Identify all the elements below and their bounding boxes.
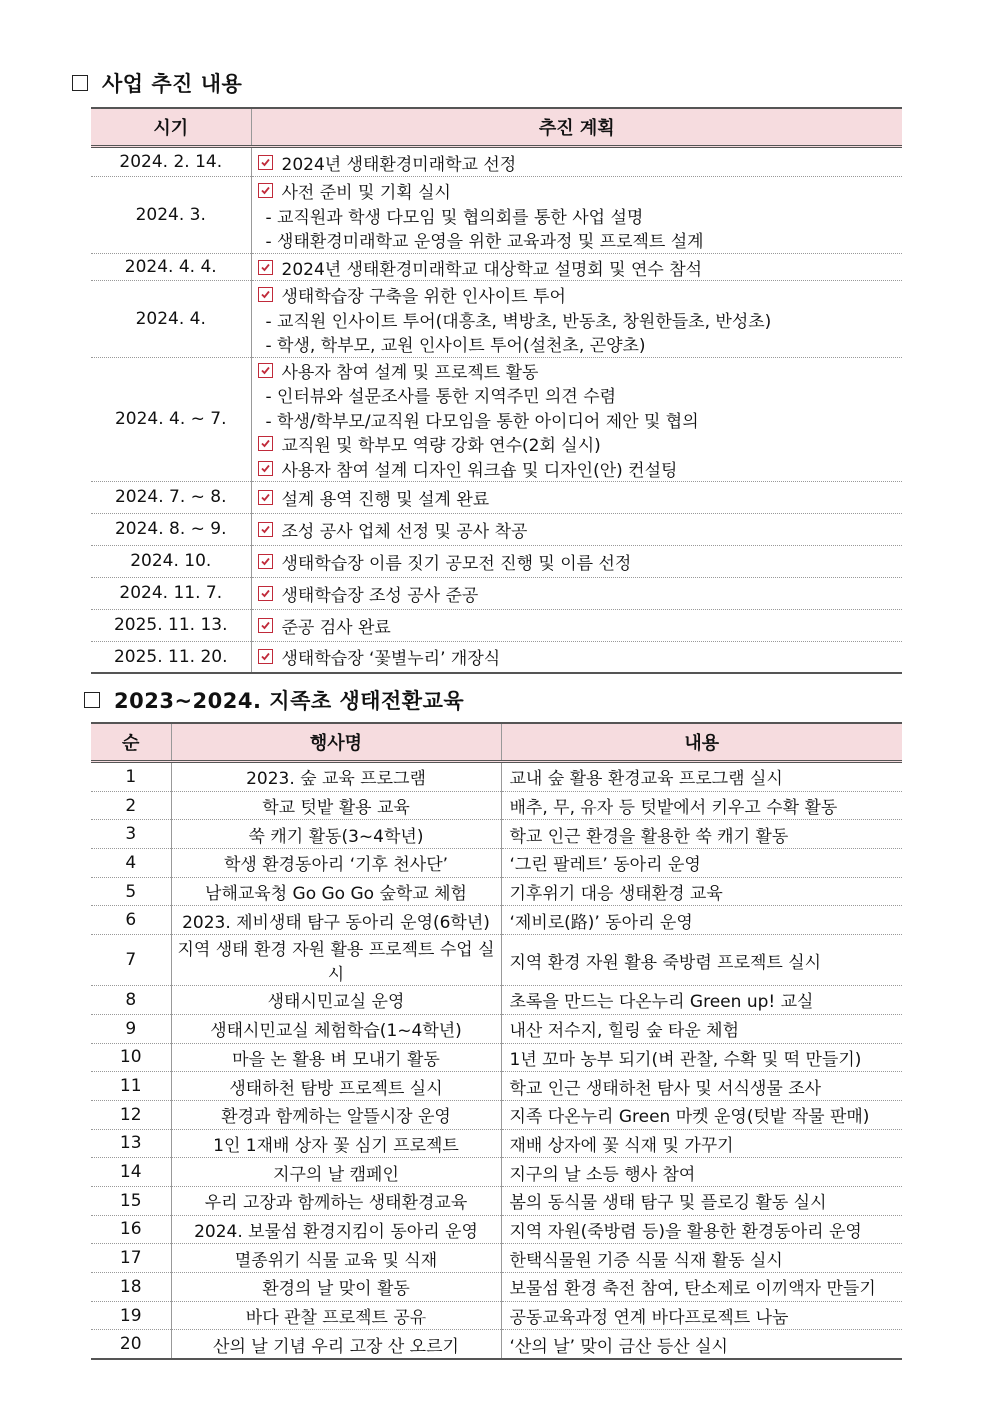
program-name: 환경의 날 맞이 활동 [171,1273,501,1302]
header-plan: 추진 계획 [251,108,902,147]
program-desc: ‘제비로(路)’ 동아리 운영 [501,906,902,935]
program-row [91,877,902,906]
plan-text: 준공 검사 완료 [281,617,391,638]
plan-item [258,358,897,383]
checkbox-checked-icon [258,554,273,569]
program-desc: 공동교육과정 연계 바다프로젝트 나눔 [501,1301,902,1330]
plan-date: 2024. 4. 4. [91,254,251,281]
section1-title: 사업 추진 내용 [102,72,243,96]
program-desc: ‘산의 날’ 맞이 금산 등산 실시 [501,1330,902,1359]
program-desc: 지역 환경 자원 활용 죽방렴 프로젝트 실시 [501,935,902,986]
program-name: 2024. 보물섬 환경지킴이 동아리 운영 [171,1215,501,1244]
header-content: 내용 [501,723,902,762]
checkbox-checked-icon [258,183,273,198]
program-name: 남해교육청 Go Go Go 숲학교 체험 [171,877,501,906]
plan-text: - 학생, 학부모, 교원 인사이트 투어(설천초, 곤양초) [265,336,646,356]
plan-content [251,177,902,254]
plan-row [91,545,902,577]
program-row [91,906,902,935]
checkbox-checked-icon [258,490,273,505]
plan-text: 2024년 생태환경미래학교 선정 [281,154,517,175]
program-row [91,1129,902,1158]
plan-date: 2024. 2. 14. [119,152,223,172]
plan-subitem [258,203,897,228]
section2-title: 2023~2024. 지족초 생태전환교육 [114,689,465,713]
plan-table-body [91,147,902,674]
plan-text: 설계 용역 진행 및 설계 완료 [281,489,490,510]
program-no: 3 [91,820,171,849]
program-no: 9 [91,1014,171,1043]
plan-date: 2024. 10. [91,545,251,577]
plan-content [251,577,902,609]
program-no: 8 [91,986,171,1015]
program-row [91,935,902,986]
plan-text: - 학생/학부모/교직원 다모임을 통한 아이디어 제안 및 협의 [265,411,699,432]
program-desc: 지족 다온누리 Green 마켓 운영(텃밭 작물 판매) [501,1100,902,1129]
plan-subitem [258,227,897,252]
program-desc: 교내 숲 활용 환경교육 프로그램 실시 [501,762,902,792]
header-period: 시기 [91,108,251,147]
plan-row [91,513,902,545]
program-no: 20 [91,1330,171,1359]
program-name: 쑥 캐기 활동(3~4학년) [171,820,501,849]
program-row [91,1186,902,1215]
program-name: 지역 생태 환경 자원 활용 프로젝트 수업 실시 [171,935,501,986]
program-no: 19 [91,1301,171,1330]
plan-text: - 교직원 인사이트 투어(대흥초, 벽방초, 반동초, 창원한들초, 반성초) [265,311,772,332]
plan-text: 교직원 및 학부모 역량 강화 연수(2회 실시) [281,436,601,457]
program-row [91,1215,902,1244]
plan-row [91,281,902,358]
program-name: 학교 텃밭 활용 교육 [171,791,501,820]
program-desc: 1년 꼬마 농부 되기(벼 관찰, 수확 및 떡 만들기) [501,1043,902,1072]
plan-content [251,481,902,513]
program-desc: ‘그린 팔레트’ 동아리 운영 [501,849,902,878]
program-name: 생태하천 탐방 프로젝트 실시 [171,1072,501,1101]
plan-row [91,577,902,609]
plan-text: 사용자 참여 설계 및 프로젝트 활동 [281,362,539,383]
program-row [91,1273,902,1302]
program-no: 12 [91,1100,171,1129]
checkbox-checked-icon [258,618,273,633]
plan-text: 사용자 참여 설계 디자인 워크숍 및 디자인(안) 컨설팅 [281,460,678,481]
program-table-body [91,762,902,1360]
section2-heading [84,685,464,715]
program-name: 생태시민교실 체험학습(1~4학년) [171,1014,501,1043]
program-row [91,849,902,878]
plan-row [91,481,902,513]
plan-date: 2024. 7. ~ 8. [91,481,251,513]
program-name: 생태시민교실 운영 [171,986,501,1015]
plan-date: 2024. 8. ~ 9. [91,513,251,545]
plan-date: 2024. 11. 7. [91,577,251,609]
plan-text: 조성 공사 업체 선정 및 공사 착공 [281,521,528,542]
square-bullet-icon [72,75,88,91]
program-no: 17 [91,1244,171,1273]
program-desc: 보물섬 환경 축전 참여, 탄소제로 이끼액자 만들기 [501,1273,902,1302]
plan-item [258,645,897,670]
plan-item [258,432,897,457]
plan-item [258,581,897,606]
plan-row [91,609,902,641]
checkbox-checked-icon [258,586,273,601]
plan-date: 2025. 11. 20. [91,641,251,673]
plan-row [91,177,902,254]
plan-item [258,517,897,542]
program-row [91,762,902,792]
program-name: 지구의 날 캠페인 [171,1158,501,1187]
plan-content [251,545,902,577]
program-row [91,1301,902,1330]
program-no: 2 [91,791,171,820]
plan-item [258,255,897,280]
plan-row [91,358,902,482]
program-no: 15 [91,1186,171,1215]
program-desc: 학교 인근 생태하천 탐사 및 서식생물 조사 [501,1072,902,1101]
plan-date: 2024. 4. [91,281,251,358]
program-row [91,1330,902,1359]
checkbox-checked-icon [258,461,273,476]
program-row [91,820,902,849]
plan-row [91,147,902,177]
program-name: 산의 날 기념 우리 고장 산 오르기 [171,1330,501,1359]
program-desc: 한택식물원 기증 식물 식재 활동 실시 [501,1244,902,1273]
plan-subitem [258,407,897,432]
program-no: 10 [91,1043,171,1072]
plan-text: - 교직원과 학생 다모임 및 협의회를 통한 사업 설명 [265,207,644,228]
program-name: 마을 논 활용 벼 모내기 활동 [171,1043,501,1072]
program-row [91,791,902,820]
checkbox-checked-icon [258,522,273,537]
plan-date: 2024. 3. [91,177,251,254]
program-no: 13 [91,1129,171,1158]
program-no: 7 [91,935,171,986]
program-row [91,1043,902,1072]
program-no: 18 [91,1273,171,1302]
plan-item [258,178,897,203]
program-no: 4 [91,849,171,878]
program-no: 5 [91,877,171,906]
plan-item [258,613,897,638]
program-row [91,1100,902,1129]
plan-row [91,641,902,673]
program-desc: 지구의 날 소등 행사 참여 [501,1158,902,1187]
program-row [91,1244,902,1273]
checkbox-checked-icon [258,363,273,378]
plan-item [258,485,897,510]
program-table [91,722,902,1360]
plan-item [258,549,897,574]
program-desc: 초록을 만드는 다온누리 Green up! 교실 [501,986,902,1015]
program-row [91,1072,902,1101]
program-desc: 내산 저수지, 힐링 숲 타운 체험 [501,1014,902,1043]
program-desc: 기후위기 대응 생태환경 교육 [501,877,902,906]
plan-item [258,150,897,175]
plan-table [91,107,902,674]
program-name: 2023. 제비생태 탐구 동아리 운영(6학년) [171,906,501,935]
section1-heading [72,68,242,98]
header-event: 행사명 [171,723,501,762]
plan-text: 생태학습장 조성 공사 준공 [281,585,479,606]
checkbox-checked-icon [258,260,273,275]
plan-text: - 생태환경미래학교 운영을 위한 교육과정 및 프로젝트 설계 [265,232,704,252]
plan-content [251,609,902,641]
plan-item [258,282,897,307]
plan-text: 생태학습장 ‘꽃별누리’ 개장식 [281,649,501,670]
program-name: 학생 환경동아리 ‘기후 천사단’ [171,849,501,878]
program-no: 14 [91,1158,171,1187]
plan-text: 사전 준비 및 기획 실시 [281,183,451,203]
plan-row [91,254,902,281]
checkbox-checked-icon [258,649,273,664]
plan-text: 생태학습장 이름 짓기 공모전 진행 및 이름 선정 [281,553,632,574]
plan-subitem [258,307,897,332]
program-name: 우리 고장과 함께하는 생태환경교육 [171,1186,501,1215]
plan-item [258,456,897,481]
plan-text: 2024년 생태환경미래학교 대상학교 설명회 및 연수 참석 [281,259,703,280]
plan-text: 생태학습장 구축을 위한 인사이트 투어 [281,287,566,307]
program-desc: 배추, 무, 유자 등 텃밭에서 키우고 수확 활동 [501,791,902,820]
checkbox-checked-icon [258,155,273,170]
program-row [91,1158,902,1187]
program-no: 16 [91,1215,171,1244]
plan-subitem [258,331,897,356]
program-no: 1 [125,766,137,787]
program-name: 바다 관찰 프로젝트 공유 [171,1301,501,1330]
program-name: 환경과 함께하는 알뜰시장 운영 [171,1100,501,1129]
checkbox-checked-icon [258,287,273,302]
plan-content [251,281,902,358]
checkbox-checked-icon [258,436,273,451]
program-name: 1인 1재배 상자 꽃 심기 프로젝트 [171,1129,501,1158]
program-name: 멸종위기 식물 교육 및 식재 [171,1244,501,1273]
plan-content [251,513,902,545]
program-no: 6 [91,906,171,935]
plan-text: - 인터뷰와 설문조사를 통한 지역주민 의견 수렴 [265,387,617,408]
plan-date: 2025. 11. 13. [91,609,251,641]
plan-subitem [258,383,897,408]
program-no: 11 [91,1072,171,1101]
program-desc: 봄의 동식물 생태 탐구 및 플로깅 활동 실시 [501,1186,902,1215]
program-desc: 학교 인근 환경을 활용한 쑥 캐기 활동 [501,820,902,849]
plan-content [251,358,902,482]
program-row [91,986,902,1015]
program-name: 2023. 숲 교육 프로그램 [171,762,501,792]
header-no: 순 [91,723,171,762]
plan-content [251,254,902,281]
plan-content [251,147,902,177]
plan-content [251,641,902,673]
plan-date: 2024. 4. ~ 7. [91,358,251,482]
program-row [91,1014,902,1043]
program-desc: 재배 상자에 꽃 식재 및 가꾸기 [501,1129,902,1158]
square-bullet-icon [84,692,100,708]
program-desc: 지역 자원(죽방렴 등)을 활용한 환경동아리 운영 [501,1215,902,1244]
